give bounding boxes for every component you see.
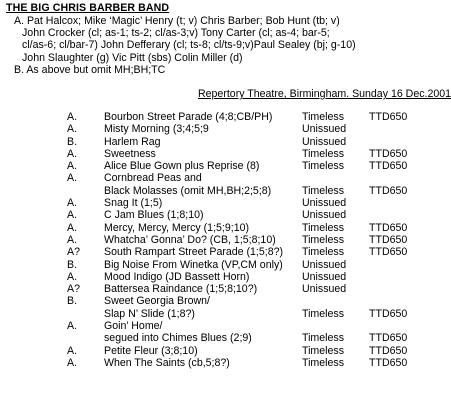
track-row [0,345,422,357]
track-catalog: TTD650 [369,111,408,123]
track-row [0,172,422,184]
track-label: Timeless [302,147,344,160]
track-row [0,295,422,307]
track-row [0,160,422,172]
track-title: Cornbread Peas and [104,172,202,185]
track-group: A. [67,160,78,173]
track-row [0,357,422,369]
track-group: A. [67,270,78,283]
track-title: Misty Morning (3;4;5;9 [104,123,209,136]
track-label: Timeless [302,184,344,197]
track-label: Unissued [302,209,347,222]
personnel-block [14,15,420,76]
track-label: Unissued [302,197,347,210]
track-title: Mood Indigo (JD Bassett Horn) [104,270,250,283]
track-label: Timeless [302,307,344,320]
track-title: Goin’ Home/ [104,320,163,333]
track-catalog: TTD650 [369,307,408,320]
track-row [0,308,422,320]
track-label: Timeless [302,332,344,345]
track-label: Unissued [302,123,347,136]
track-label: Unissued [302,135,347,148]
track-row [0,332,422,344]
track-title: segued into Chimes Blues (2;9) [104,332,252,345]
track-catalog: TTD650 [369,233,408,246]
track-group: B. [67,258,78,271]
track-title: When The Saints (cb,5;8?) [104,356,230,369]
track-title: Petite Fleur (3;8;10) [104,344,198,357]
track-label: Unissued [302,270,347,283]
track-catalog: TTD650 [369,246,408,259]
track-catalog: TTD650 [369,356,408,369]
track-label: Timeless [302,356,344,369]
track-catalog: TTD650 [369,184,408,197]
track-group: A. [67,356,78,369]
venue-date: Repertory Theatre, Birmingham. Sunday 16 Dec.2001 [198,88,451,100]
track-group: B. [67,295,78,308]
track-title: Slap N’ Slide (1;8?) [104,307,195,320]
track-catalog: TTD650 [369,221,408,234]
track-group: A. [67,123,78,136]
track-label: Unissued [302,283,347,296]
track-title: Harlem Rag [104,135,161,148]
track-catalog: TTD650 [369,332,408,345]
track-row [0,234,422,246]
track-label: Timeless [302,246,344,259]
track-row [0,111,422,123]
track-row [0,123,422,135]
track-group: A. [67,209,78,222]
track-label: Timeless [302,160,344,173]
track-label: Timeless [302,111,344,123]
track-row [0,259,422,271]
track-group: A. [67,221,78,234]
track-title: Mercy, Mercy, Mercy (1;5;9;10) [104,221,250,234]
track-title: Battersea Raindance (1;5;8;10?) [104,283,258,296]
track-list [0,111,422,369]
track-group: A. [67,197,78,210]
track-title: Sweetness [104,147,156,160]
track-title: South Rampart Street Parade (1;5;8?) [104,246,284,259]
track-title: Snag It (1;5) [104,197,163,210]
track-title: Alice Blue Gown plus Reprise (8) [104,160,260,173]
track-catalog: TTD650 [369,160,408,173]
personnel-line: cl/as-6; cl/bar-7) John Defferary (cl; ts-8; cl/ts-9;v)Paul Sealey (bj; g-10) [22,39,356,52]
track-row [0,185,422,197]
track-label: Timeless [302,221,344,234]
track-group: A? [67,246,80,259]
personnel-line: B. As above but omit MH;BH;TC [14,63,166,76]
track-label: Timeless [302,233,344,246]
band-title: THE BIG CHRIS BARBER BAND [6,2,170,14]
track-title: Black Molasses (omit MH,BH;2;5;8) [104,184,272,197]
track-row [0,209,422,221]
personnel-line: John Crocker (cl; as-1; ts-2; cl/as-3;v) Tony Carter (cl; as-4; bar-5; [22,27,330,40]
track-group: B. [67,135,78,148]
track-title: C Jam Blues (1;8;10) [104,209,204,222]
track-catalog: TTD650 [369,147,408,160]
track-catalog: TTD650 [369,344,408,357]
track-group: A. [67,147,78,160]
track-row [0,197,422,209]
track-title: Whatcha’ Gonna’ Do? (CB, 1;5;8;10) [104,233,276,246]
personnel-line: A. Pat Halcox; Mike ‘Magic’ Henry (t; v) Chris Barber; Bob Hunt (tb; v) [14,15,340,27]
track-title: Sweet Georgia Brown/ [104,295,210,308]
track-label: Unissued [302,258,347,271]
track-group: A. [67,172,78,185]
track-row [0,148,422,160]
track-group: A. [67,111,78,123]
track-group: A? [67,283,80,296]
track-group: A. [67,233,78,246]
track-row [0,271,422,283]
track-title: Big Noise From Winetka (VP,CM only) [104,258,283,271]
track-row [0,320,422,332]
track-title: Bourbon Street Parade (4;8;CB/PH) [104,111,273,123]
track-group: A. [67,344,78,357]
personnel-line: John Slaughter (g) Vic Pitt (sbs) Colin Miller (d) [22,51,243,64]
track-group: A. [67,320,78,333]
track-label: Timeless [302,344,344,357]
track-row [0,246,422,258]
track-row [0,283,422,295]
track-row [0,136,422,148]
track-row [0,222,422,234]
